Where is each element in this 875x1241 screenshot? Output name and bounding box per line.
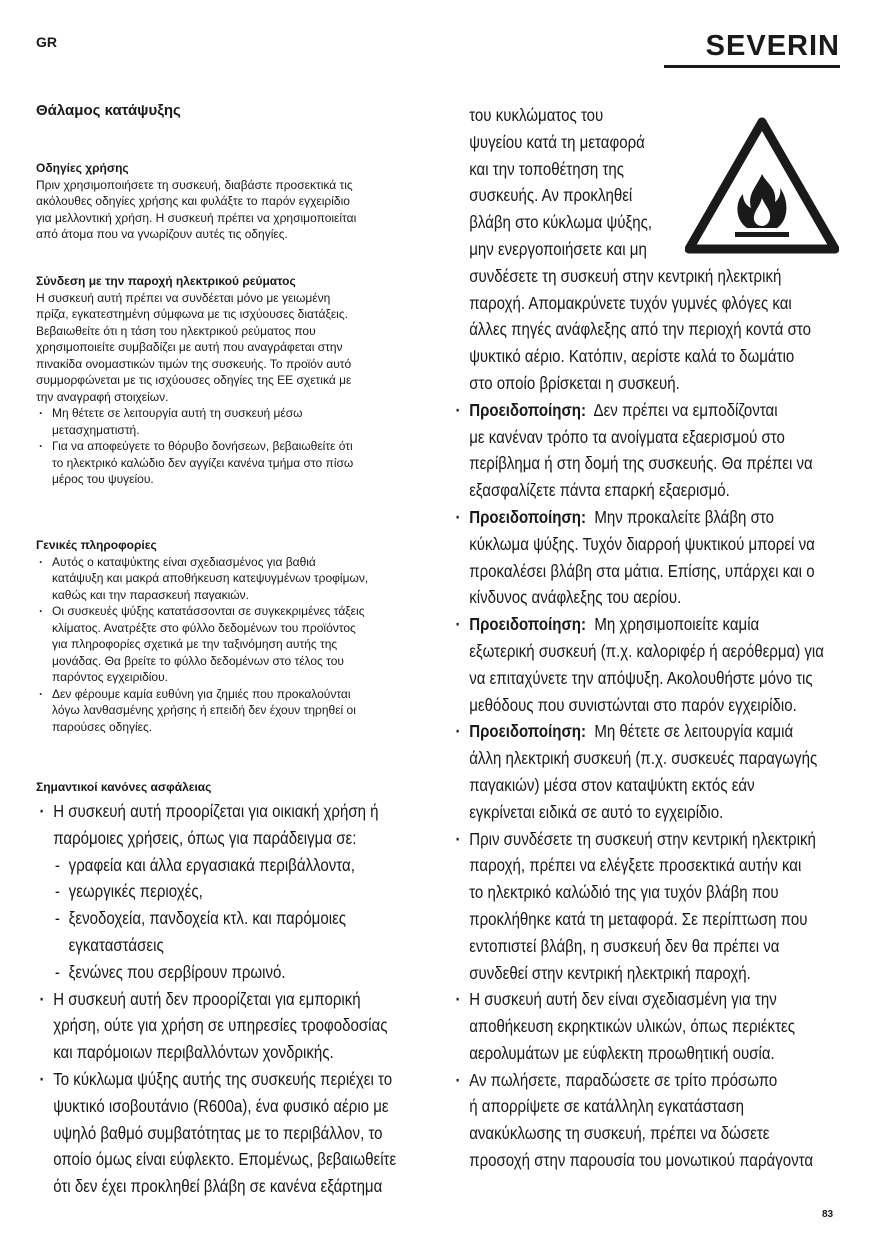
warning-item: · Προειδοποίηση: Μην προκαλείτε βλάβη στο κύκλωμα ψύξης. Τυχόν διαρροή ψυκτικού μπορεί να προκαλέσει βλάβη στα μάτια. Επίσης, υπάρχει και ο κίνδυνος ανάφλεξης του αερίου.	[452, 504, 838, 611]
warning-label: Προειδοποίηση:	[469, 614, 586, 635]
instructions-heading: Οδηγίες χρήσης	[36, 161, 129, 175]
list-subitem: - ξενώνες που σερβίρουν πρωινό.	[36, 959, 416, 986]
list-item: · Το κύκλωμα ψύξης αυτής της συσκευής περιέχει το ψυκτικό ισοβουτάνιο (R600a), ένα φυσικό αέριο με υψηλό βαθμό συμβατότητας με το περιβάλλον, το οποίο όμως είναι εύφλεκτο. Επομένως, βεβαιωθείτε ότι δεν έχει προκληθεί βλάβη σε κανένα εξάρτημα	[36, 1066, 416, 1200]
list-item: · Οι συσκευές ψύξης κατατάσσονται σε συγκεκριμένες τάξεις κλίματος. Ανατρέξτε στο φύλλο δεδομένων του προϊόντος για πληροφορίες σχετικά με την ταξινόμηση αυτής της μονάδας. Θα βρείτε το φύλλο δεδομένων στο τέλος του παρόντος εγχειριδίου.	[36, 603, 416, 686]
warning-label: Προειδοποίηση:	[469, 721, 586, 742]
safety-rules-left	[36, 798, 416, 1200]
list-subitem: - ξενοδοχεία, πανδοχεία κτλ. και παρόμοιες εγκαταστάσεις	[36, 905, 416, 959]
list-item: · Δεν φέρουμε καμία ευθύνη για ζημιές που προκαλούνται λόγω λανθασμένης χρήσης ή επειδή δεν έχουν τηρηθεί οι παρούσες οδηγίες.	[36, 686, 416, 736]
warning-item: · Προειδοποίηση: Μη χρησιμοποιείτε καμία εξωτερική συσκευή (π.χ. καλοριφέρ ή αερόθερμα) για να επιταχύνετε την απόψυξη. Ακολουθήστε μόνο τις μεθόδους που συνιστώνται στο παρόν εγχειρίδιο.	[452, 611, 838, 718]
instructions-block	[36, 160, 416, 243]
list-item: · Η συσκευή αυτή δεν προορίζεται για εμπορική χρήση, ούτε για χρήση σε υπηρεσίες τροφοδοσίας και παρόμοιων περιβαλλόντων χονδρικής.	[36, 986, 416, 1066]
continuation-text: του κυκλώματος του ψυγείου κατά τη μεταφορά και την τοποθέτηση της συσκευής. Αν προκληθεί βλάβη στο κύκλωμα ψύξης, μην ενεργοποιήσετε και μη συνδέσετε τη συσκευή στην κεντρική ηλεκτρική παροχή. Απομακρύνετε τυχόν γυμνές φλόγες και άλλες πηγές ανάφλεξης από την περιοχή κοντά στο ψυκτικό αέριο. Κατόπιν, αερίστε καλά το δωμάτιο στο οποίο βρίσκεται η συσκευή.	[469, 105, 812, 393]
list-item: · Για να αποφεύγετε το θόρυβο δονήσεων, βεβαιωθείτε ότι το ηλεκτρικό καλώδιο δεν αγγίζει κανένα τμήμα στο πίσω μέρος του ψυγείου.	[36, 438, 416, 488]
connection-heading: Σύνδεση με την παροχή ηλεκτρικού ρεύματος	[36, 274, 296, 288]
list-item: · Αν πωλήσετε, παραδώσετε σε τρίτο πρόσωπο ή απορρίψετε σε κατάλληλη εγκατάσταση ανακύκλωσης τη συσκευή, πρέπει να δώσετε προσοχή στην παρουσία του μονωτικού παράγοντα	[452, 1067, 838, 1174]
general-block	[36, 537, 416, 735]
general-heading: Γενικές πληροφορίες	[36, 538, 157, 552]
instructions-text: Πριν χρησιμοποιήσετε τη συσκευή, διαβάστε προσεκτικά τις ακόλουθες οδηγίες χρήσης και φυλάξτε το παρόν εγχειρίδιο για μελλοντική χρήση. Η συσκευή πρέπει να χρησιμοποιείται από άτομα που να γνωρίζουν αυτές τις οδηγίες.	[36, 177, 357, 241]
list-item: · Η συσκευή αυτή προορίζεται για οικιακή χρήση ή παρόμοιες χρήσεις, όπως για παράδειγμα σε:	[36, 798, 416, 852]
warning-label: Προειδοποίηση:	[469, 399, 586, 420]
connection-text: Η συσκευή αυτή πρέπει να συνδέεται μόνο με γειωμένη πρίζα, εγκατεστημένη σύμφωνα με τις ισχύουσες διατάξεις. Βεβαιωθείτε ότι η τάση του ηλεκτρικού ρεύματος που χρησιμοποιείτε συμβαδίζει με αυτή που αναγράφεται στην πινακίδα ονομαστικών τιμών της συσκευής. Το προϊόν αυτό συμμορφώνεται με τις ισχύουσες οδηγίες της ΕΕ σχετικά με την αναγραφή στοιχείων.	[36, 290, 352, 404]
warning-label: Προειδοποίηση:	[469, 506, 586, 527]
warning-item: · Προειδοποίηση: Δεν πρέπει να εμποδίζονται με κανέναν τρόπο τα ανοίγματα εξαερισμού στο περίβλημα ή στη δομή της συσκευής. Θα πρέπει να εξασφαλίζετε πάντα επαρκή εξαερισμό.	[452, 397, 838, 504]
safety-heading: Σημαντικοί κανόνες ασφάλειας	[36, 780, 212, 794]
list-subitem: - γραφεία και άλλα εργασιακά περιβάλλοντα,	[36, 852, 416, 879]
list-item: · Πριν συνδέσετε τη συσκευή στην κεντρική ηλεκτρική παροχή, πρέπει να ελέγξετε προσεκτικά αυτήν και το ηλεκτρικό καλώδιό της για τυχόν βλάβη που προκλήθηκε κατά τη μεταφορά. Σε περίπτωση που εντοπιστεί βλάβη, η συσκευή δεν θα πρέπει να συνδεθεί στην κεντρική ηλεκτρική παροχή.	[452, 826, 838, 987]
list-item: · Μη θέτετε σε λειτουργία αυτή τη συσκευή μέσω μετασχηματιστή.	[36, 405, 416, 438]
list-item: · Η συσκευή αυτή δεν είναι σχεδιασμένη για την αποθήκευση εκρηκτικών υλικών, όπως περιέκτες αερολυμάτων με εύφλεκτη προωθητική ουσία.	[452, 986, 838, 1066]
language-code: GR	[36, 34, 57, 50]
warning-item: · Προειδοποίηση: Μη θέτετε σε λειτουργία καμιά άλλη ηλεκτρική συσκευή (π.χ. συσκευές παραγωγής παγακιών) μέσα στον καταψύκτη εκτός εάν εγκρίνεται ειδικά σε αυτό το εγχειρίδιο.	[452, 718, 838, 825]
connection-block	[36, 273, 416, 488]
severin-logo: SEVERIN	[664, 30, 840, 68]
list-item: · Αυτός ο καταψύκτης είναι σχεδιασμένος για βαθιά κατάψυξη και μακρά αποθήκευση κατεψυγμένων τροφίμων, καθώς και την παρασκευή παγακιών.	[36, 554, 416, 604]
page-number: 83	[822, 1209, 834, 1220]
safety-rules-right	[452, 102, 838, 1174]
list-subitem: - γεωργικές περιοχές,	[36, 878, 416, 905]
section-title: Θάλαμος κατάψυξης	[36, 102, 181, 119]
